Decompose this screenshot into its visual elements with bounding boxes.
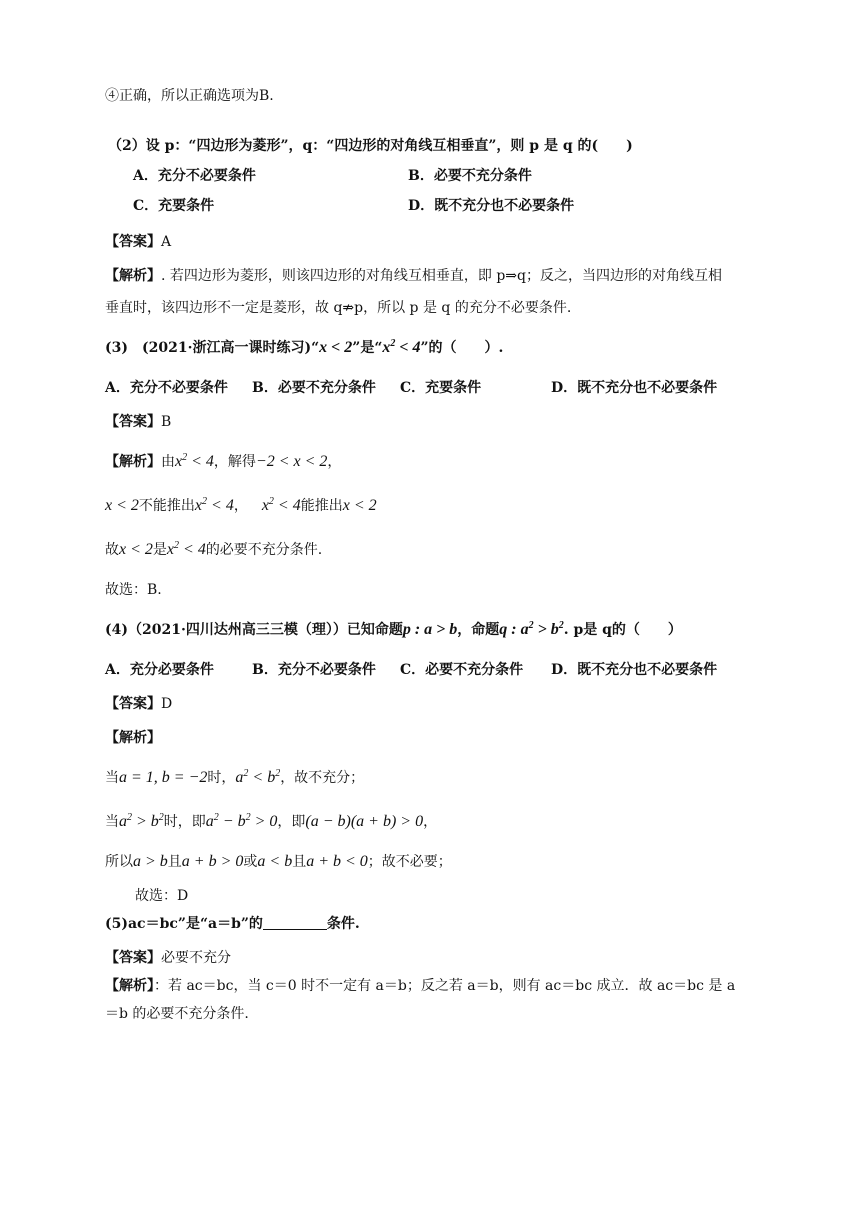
q2-analysis-line-2: 垂直时，该四边形不一定是菱形，故 q⇏p，所以 p 是 q 的充分不必要条件.: [105, 300, 572, 316]
q3-analysis-line-2: [105, 496, 377, 516]
q4-option-b: B．充分不必要条件: [252, 662, 376, 678]
answer-label: 【答案】: [105, 414, 161, 430]
q4-answer: [105, 694, 172, 714]
text: 不能推出: [138, 498, 195, 514]
text: ，命题: [457, 622, 500, 638]
rest: > 0: [250, 813, 278, 830]
base: a: [119, 813, 127, 830]
math-x2-lt-4: [262, 497, 301, 514]
math-x2-lt-4: [195, 497, 234, 514]
q5-analysis-line-1: [105, 976, 735, 996]
answer-value: A: [161, 234, 172, 250]
math-values: a = 1, b = −2: [119, 769, 208, 786]
analysis-label: 【解析】: [105, 454, 161, 470]
base: x: [194, 497, 203, 514]
base: x: [382, 339, 391, 356]
base: x: [261, 497, 269, 514]
text: 时，即: [163, 814, 206, 830]
text: 当: [105, 770, 119, 786]
base: a: [235, 769, 244, 786]
exponent: 2: [275, 768, 281, 779]
text: 或: [243, 854, 258, 870]
quote-open: “: [311, 340, 320, 356]
question-4-stem: [105, 620, 682, 640]
math-x-lt-2: x < 2: [105, 497, 139, 514]
math-sum-neg: a + b < 0: [306, 853, 368, 870]
q3-option-a: A．充分不必要条件: [105, 380, 228, 396]
exponent: 2: [202, 496, 208, 507]
question-5-stem: [105, 914, 360, 934]
q5-analysis-line-2: ＝b 的必要不充分条件.: [105, 1006, 249, 1022]
base: x: [166, 541, 175, 558]
rest: < 4: [187, 453, 214, 470]
text: 所以: [105, 854, 133, 870]
math-product: (a − b)(a + b) > 0: [305, 813, 424, 830]
text: (5)ac＝bc”是“a＝b”的: [105, 916, 263, 932]
q4-analysis-line-1: [105, 768, 364, 788]
math-x-lt-2: x < 2: [319, 339, 353, 356]
q2-option-c: C．充要条件: [133, 198, 215, 214]
math-q-prop: [499, 621, 563, 638]
text: 时，: [207, 770, 236, 786]
text: 故: [105, 542, 119, 558]
text: ，即: [277, 814, 306, 830]
text: ，: [423, 814, 438, 830]
exponent: 2: [243, 768, 249, 779]
q3-analysis-line-3: [105, 540, 322, 560]
q2-option-d: D．既不充分也不必要条件: [408, 198, 575, 214]
rest: < b: [248, 769, 276, 786]
exponent: 2: [213, 812, 219, 823]
analysis-label: 【解析】: [105, 978, 154, 994]
text: ，故不充分；: [280, 770, 365, 786]
q2-option-a: A．充分不必要条件: [133, 168, 256, 184]
rest: < 4: [273, 497, 301, 514]
q3-selection: 故选：B.: [105, 582, 162, 598]
math-diff: [206, 813, 278, 830]
math-sum-pos: a + b > 0: [181, 853, 244, 870]
exponent: 2: [558, 620, 564, 631]
q2-answer: [105, 232, 171, 252]
math-p-prop: p : a > b: [402, 621, 458, 638]
math-a-gt-b: a > b: [133, 853, 168, 870]
answer-value: 必要不充分: [161, 950, 231, 966]
text: 当: [105, 814, 119, 830]
text: 条件.: [326, 916, 360, 932]
text: 的必要不充分条件.: [205, 542, 323, 558]
q4-option-a: A．充分必要条件: [105, 662, 214, 678]
q3-option-b: B．必要不充分条件: [252, 380, 376, 396]
answer-value: D: [161, 696, 173, 712]
exponent: 2: [390, 338, 396, 349]
math-x2-lt-4: [167, 541, 206, 558]
rest: − b: [218, 813, 246, 830]
text: . p是 q的（ ）: [563, 622, 682, 638]
rest: < 4: [179, 541, 206, 558]
math-x2-lt-4: [175, 453, 214, 470]
q3-option-d: D．既不充分也不必要条件: [551, 380, 718, 396]
exponent: 2: [528, 620, 534, 631]
exponent: 2: [268, 496, 274, 507]
text: 能推出: [300, 498, 343, 514]
q4-analysis-line-3: [105, 852, 452, 872]
quote-mid: ”是“: [352, 340, 383, 356]
quote-close: ”的（ ）.: [420, 340, 504, 356]
line-q1-conclusion: ④正确，所以正确选项为B.: [105, 88, 274, 104]
rest: < 4: [207, 497, 234, 514]
analysis-text: ：若 ac＝bc，当 c＝0 时不一定有 a＝b；反之若 a＝b，则有 ac＝bc 成立．故 ac＝bc 是 a: [154, 978, 736, 994]
fill-blank: [263, 915, 327, 930]
q3-source: (3) (2021·浙江高一课时练习): [105, 340, 312, 356]
math-a2-gt-b2: [119, 813, 164, 830]
text: ，解得: [213, 454, 256, 470]
rest: > b: [533, 621, 559, 638]
analysis-text: . 若四边形为菱形，则该四边形的对角线互相垂直，即 p⇒q；反之，当四边形的对角线互相: [161, 268, 723, 284]
base: a: [205, 813, 214, 830]
math-range: −2 < x < 2: [255, 453, 328, 470]
q4-option-c: C．必要不充分条件: [400, 662, 524, 678]
q4-option-d: D．既不充分也不必要条件: [551, 662, 718, 678]
answer-value: B: [161, 414, 172, 430]
q4-source: (4)（2021·四川达州高三三模（理））已知命题: [105, 622, 403, 638]
exponent: 2: [127, 812, 132, 823]
q3-option-c: C．充要条件: [400, 380, 482, 396]
answer-label: 【答案】: [105, 234, 161, 250]
analysis-label: 【解析】: [105, 268, 161, 284]
text: 由: [161, 454, 175, 470]
q4-selection: 故选：D: [135, 888, 189, 904]
answer-label: 【答案】: [105, 696, 161, 712]
q2-option-b: B．必要不充分条件: [408, 168, 532, 184]
exponent: 2: [158, 812, 164, 823]
answer-label: 【答案】: [105, 950, 161, 966]
text: ；故不必要；: [367, 854, 452, 870]
math-a-lt-b: a < b: [257, 853, 293, 870]
text: ，: [327, 454, 342, 470]
question-3-stem: [105, 338, 503, 358]
exponent: 2: [245, 812, 251, 823]
text: ，: [233, 498, 248, 514]
q3-analysis-line-1: [105, 452, 341, 472]
q5-answer: [105, 948, 231, 968]
text: 且: [292, 854, 307, 870]
exponent: 2: [182, 452, 188, 463]
question-2-stem: （2）设 p：“四边形为菱形”，q：“四边形的对角线互相垂直”，则 p 是 q 的( ): [108, 138, 633, 154]
exponent: 2: [174, 540, 180, 551]
text: 且: [167, 854, 182, 870]
math-a2-lt-b2: [235, 769, 280, 786]
math-x2-lt-4: [382, 339, 420, 356]
math-x-lt-2: x < 2: [342, 497, 377, 514]
math-x-lt-2: x < 2: [119, 541, 153, 558]
base: x: [175, 453, 183, 470]
text: 是: [152, 542, 167, 558]
rest: > b: [132, 813, 159, 830]
rest: < 4: [395, 339, 421, 356]
q2-analysis-line-1: [105, 266, 722, 286]
q4-analysis-line-2: [105, 812, 437, 832]
base: q : a: [499, 621, 529, 638]
q4-analysis-label: 【解析】: [105, 730, 161, 746]
q3-answer: [105, 412, 171, 432]
